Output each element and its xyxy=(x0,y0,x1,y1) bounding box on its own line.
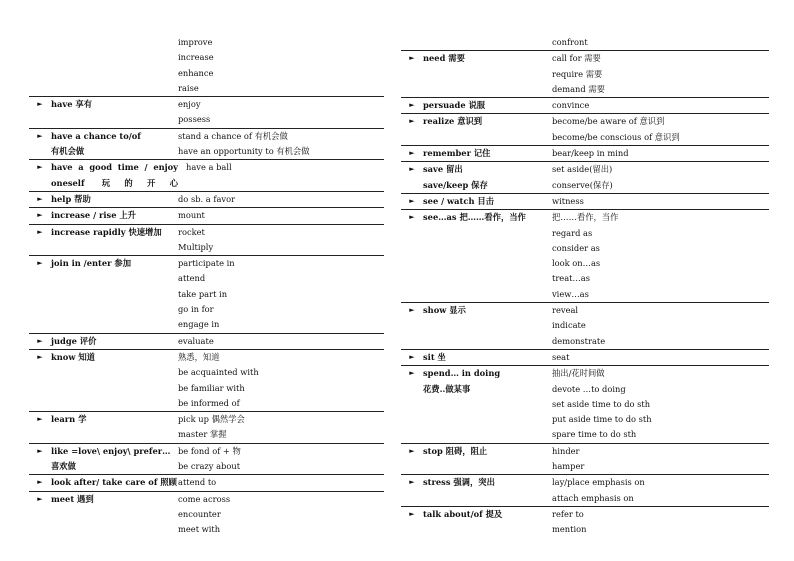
synonym-item: mount xyxy=(178,210,205,221)
headword xyxy=(423,366,552,442)
headword xyxy=(51,129,178,160)
synonym-list xyxy=(552,475,769,506)
synonym-list xyxy=(552,444,769,475)
synonym-list xyxy=(178,97,384,128)
bullet-arrow-icon: ► xyxy=(37,494,43,503)
synonym-item: have an opportunity to 有机会做 xyxy=(178,146,310,157)
headword xyxy=(51,160,186,191)
synonym-item: attend to xyxy=(178,477,217,488)
synonym-item: encounter xyxy=(178,508,221,519)
vocab-entry xyxy=(401,507,769,538)
synonym-item: attend xyxy=(178,273,206,284)
headword-line: persuade 说服 xyxy=(423,100,486,111)
headword-line: 有机会做 xyxy=(51,146,85,157)
bullet-arrow-icon: ► xyxy=(37,336,43,345)
synonym-list xyxy=(552,194,769,209)
bullet-arrow-icon: ► xyxy=(409,54,415,63)
synonym-item: mention xyxy=(552,524,587,535)
headword-line: see / watch 目击 xyxy=(423,195,494,206)
vocab-entry xyxy=(29,97,384,129)
synonym-list xyxy=(178,129,384,160)
synonym-item: come across xyxy=(178,493,231,504)
headword-line: need 需要 xyxy=(423,53,465,64)
synonym-list xyxy=(178,35,384,96)
synonym-item: participate in xyxy=(178,258,235,269)
bullet-arrow-icon: ► xyxy=(409,213,415,222)
synonym-list xyxy=(178,475,384,490)
bullet-arrow-icon: ► xyxy=(37,446,43,455)
headword-line: remember 记住 xyxy=(423,148,491,159)
bullet-arrow-icon: ► xyxy=(409,149,415,158)
bullet-arrow-icon: ► xyxy=(409,196,415,205)
synonym-item: demand 需要 xyxy=(552,83,605,94)
headword xyxy=(423,194,552,209)
headword xyxy=(423,350,552,365)
synonym-list xyxy=(178,350,384,411)
headword-line: look after/ take care of 照顾 xyxy=(51,477,177,488)
bullet-arrow-icon: ► xyxy=(37,163,43,172)
synonym-item: conserve(保存) xyxy=(552,179,613,190)
synonym-list xyxy=(552,114,769,145)
vocab-entry xyxy=(29,412,384,444)
synonym-item: indicate xyxy=(552,320,586,331)
synonym-list xyxy=(552,210,769,302)
bullet-arrow-icon: ► xyxy=(37,194,43,203)
bullet-arrow-icon: ► xyxy=(409,369,415,378)
synonym-item: be acquainted with xyxy=(178,367,259,378)
synonym-item: put aside time to do sth xyxy=(552,414,652,425)
vocab-entry xyxy=(29,35,384,97)
synonym-item: be familiar with xyxy=(178,382,245,393)
vocab-entry xyxy=(29,492,384,538)
synonym-item: witness xyxy=(552,195,584,206)
headword-line: join in /enter 参加 xyxy=(51,258,131,269)
headword xyxy=(51,97,178,128)
synonym-list xyxy=(178,208,384,223)
headword-line: talk about/of 提及 xyxy=(423,508,503,519)
headword xyxy=(51,475,178,490)
synonym-list xyxy=(552,162,769,193)
synonym-item: be fond of + 物 xyxy=(178,445,241,456)
vocab-entry xyxy=(401,475,769,507)
vocab-entry xyxy=(29,350,384,412)
vocab-entry xyxy=(29,208,384,224)
synonym-item: set aside time to do sth xyxy=(552,398,651,409)
vocab-entry xyxy=(29,256,384,333)
synonym-item: call for 需要 xyxy=(552,53,601,64)
synonym-item: stand a chance of 有机会做 xyxy=(178,130,288,141)
bullet-arrow-icon xyxy=(401,35,423,50)
vocab-entry xyxy=(401,114,769,146)
synonym-item: consider as xyxy=(552,242,600,253)
synonym-list xyxy=(178,256,384,332)
headword-line: oneself 玩的开心 xyxy=(51,177,178,188)
synonym-item: 抽出/花时间做 xyxy=(552,368,605,379)
bullet-arrow-icon: ► xyxy=(37,259,43,268)
vocab-entry xyxy=(29,225,384,257)
synonym-item: look on…as xyxy=(552,258,601,269)
synonym-item: view…as xyxy=(552,288,589,299)
headword-line: increase / rise 上升 xyxy=(51,210,136,221)
synonym-item: reveal xyxy=(552,305,579,316)
synonym-item: 熟悉，知道 xyxy=(178,351,220,362)
vocab-entry xyxy=(401,194,769,210)
vocab-entry xyxy=(29,192,384,208)
synonym-list xyxy=(552,146,769,161)
synonym-item: engage in xyxy=(178,319,220,330)
synonym-item: pick up 偶然学会 xyxy=(178,414,245,425)
synonym-item: convince xyxy=(552,100,590,111)
bullet-arrow-icon: ► xyxy=(37,211,43,220)
headword-line: help 帮助 xyxy=(51,193,91,204)
synonym-list xyxy=(178,444,384,475)
headword-line: have a good time / enjoy xyxy=(51,162,178,173)
vocab-entry xyxy=(29,444,384,476)
headword-line: meet 遇到 xyxy=(51,493,94,504)
headword-line: sit 坐 xyxy=(423,351,446,362)
vocab-entry xyxy=(401,98,769,114)
bullet-arrow-icon: ► xyxy=(409,352,415,361)
synonym-item: spare time to do sth xyxy=(552,429,637,440)
vocab-entry xyxy=(29,160,384,192)
synonym-list xyxy=(178,492,384,538)
bullet-arrow-icon: ► xyxy=(409,165,415,174)
headword-line: learn 学 xyxy=(51,414,87,425)
headword xyxy=(423,35,552,50)
synonym-item: demonstrate xyxy=(552,335,606,346)
vocab-entry xyxy=(401,444,769,476)
synonym-list xyxy=(552,366,769,442)
right-column xyxy=(401,35,769,538)
left-column xyxy=(29,35,384,538)
synonym-item: rocket xyxy=(178,226,205,237)
headword-line: save/keep 保存 xyxy=(423,179,488,190)
headword xyxy=(51,35,178,96)
vocab-entry xyxy=(29,475,384,491)
headword xyxy=(51,208,178,223)
synonym-list xyxy=(552,98,769,113)
headword xyxy=(423,98,552,113)
headword xyxy=(423,507,552,538)
headword-line: 喜欢做 xyxy=(51,461,76,472)
vocab-entry xyxy=(29,334,384,350)
headword xyxy=(423,475,552,506)
synonym-item: improve xyxy=(178,37,213,47)
bullet-arrow-icon: ► xyxy=(37,478,43,487)
synonym-item: enjoy xyxy=(178,99,201,110)
bullet-arrow-icon: ► xyxy=(37,352,43,361)
synonym-list xyxy=(178,334,384,349)
headword xyxy=(51,444,178,475)
headword xyxy=(51,334,178,349)
synonym-item: go in for xyxy=(178,304,214,315)
bullet-arrow-icon: ► xyxy=(37,100,43,109)
synonym-item: attach emphasis on xyxy=(552,492,634,503)
headword-line: judge 评价 xyxy=(51,335,97,346)
headword-line: have 享有 xyxy=(51,99,92,110)
synonym-item: evaluate xyxy=(178,335,214,346)
synonym-item: have a ball xyxy=(186,162,232,173)
synonym-list xyxy=(552,350,769,365)
headword xyxy=(423,51,552,97)
bullet-arrow-icon: ► xyxy=(409,306,415,315)
synonym-list xyxy=(178,225,384,256)
synonym-item: confront xyxy=(552,37,588,47)
synonym-item: require 需要 xyxy=(552,68,603,79)
headword xyxy=(423,303,552,349)
synonym-item: regard as xyxy=(552,227,593,238)
synonym-list xyxy=(552,303,769,349)
headword xyxy=(423,210,552,302)
vocab-entry xyxy=(401,210,769,303)
synonym-list xyxy=(552,35,769,50)
synonym-list xyxy=(178,412,384,443)
bullet-arrow-icon: ► xyxy=(37,131,43,140)
synonym-item: become/be aware of 意识到 xyxy=(552,116,665,127)
synonym-list xyxy=(552,51,769,97)
vocab-entry xyxy=(401,350,769,366)
vocab-entry xyxy=(401,146,769,162)
bullet-arrow-icon: ► xyxy=(409,101,415,110)
synonym-item: meet with xyxy=(178,524,221,535)
headword xyxy=(51,192,178,207)
bullet-arrow-icon xyxy=(29,35,51,96)
bullet-arrow-icon: ► xyxy=(409,478,415,487)
headword-line: stress 强调，突出 xyxy=(423,477,495,488)
headword xyxy=(51,256,178,332)
synonym-item: lay/place emphasis on xyxy=(552,477,645,488)
vocab-entry xyxy=(401,162,769,194)
synonym-item: treat…as xyxy=(552,273,590,284)
bullet-arrow-icon: ► xyxy=(409,117,415,126)
headword xyxy=(51,412,178,443)
synonym-item: become/be conscious of 意识到 xyxy=(552,131,680,142)
headword xyxy=(51,225,178,256)
synonym-item: enhance xyxy=(178,67,214,78)
headword-line: save 留出 xyxy=(423,164,463,175)
synonym-item: master 掌握 xyxy=(178,429,227,440)
headword xyxy=(51,492,178,538)
vocab-entry xyxy=(401,303,769,350)
synonym-item: be crazy about xyxy=(178,461,241,472)
vocab-entry xyxy=(401,51,769,98)
headword-line: like =love\ enjoy\ prefer… xyxy=(51,445,171,456)
headword-line: increase rapidly 快速增加 xyxy=(51,226,162,237)
headword-line: realize 意识到 xyxy=(423,116,483,127)
headword xyxy=(423,146,552,161)
vocab-entry xyxy=(29,129,384,161)
headword-line: spend… in doing xyxy=(423,368,501,379)
bullet-arrow-icon: ► xyxy=(409,446,415,455)
headword-line: show 显示 xyxy=(423,305,466,316)
headword xyxy=(423,114,552,145)
synonym-item: hamper xyxy=(552,461,585,472)
synonym-item: raise xyxy=(178,82,199,93)
synonym-item: be informed of xyxy=(178,397,240,408)
vocab-entry xyxy=(401,35,769,51)
synonym-item: hinder xyxy=(552,445,580,456)
synonym-item: possess xyxy=(178,114,211,125)
headword-line: stop 阻碍，阻止 xyxy=(423,445,488,456)
synonym-item: refer to xyxy=(552,508,584,519)
synonym-item: bear/keep in mind xyxy=(552,148,629,159)
synonym-list xyxy=(552,507,769,538)
headword xyxy=(423,444,552,475)
bullet-arrow-icon: ► xyxy=(37,415,43,424)
headword-line: have a chance to/of xyxy=(51,130,141,141)
headword-line: see…as 把……看作，当作 xyxy=(423,212,526,223)
synonym-item: take part in xyxy=(178,288,228,299)
synonym-item: do sb. a favor xyxy=(178,193,236,204)
vocab-entry xyxy=(401,366,769,443)
synonym-item: devote …to doing xyxy=(552,383,626,394)
bullet-arrow-icon: ► xyxy=(409,509,415,518)
headword xyxy=(51,350,178,411)
synonym-item: seat xyxy=(552,351,570,362)
headword-line: 花费..做某事 xyxy=(423,383,471,394)
bullet-arrow-icon: ► xyxy=(37,227,43,236)
synonym-item: 把……看作，当作 xyxy=(552,212,619,223)
synonym-item: set aside(留出) xyxy=(552,164,613,175)
headword-line: know 知道 xyxy=(51,351,95,362)
headword xyxy=(423,162,552,193)
synonym-item: Multiply xyxy=(178,241,214,252)
synonym-list xyxy=(186,160,384,191)
synonym-item: increase xyxy=(178,52,214,63)
synonym-list xyxy=(178,192,384,207)
